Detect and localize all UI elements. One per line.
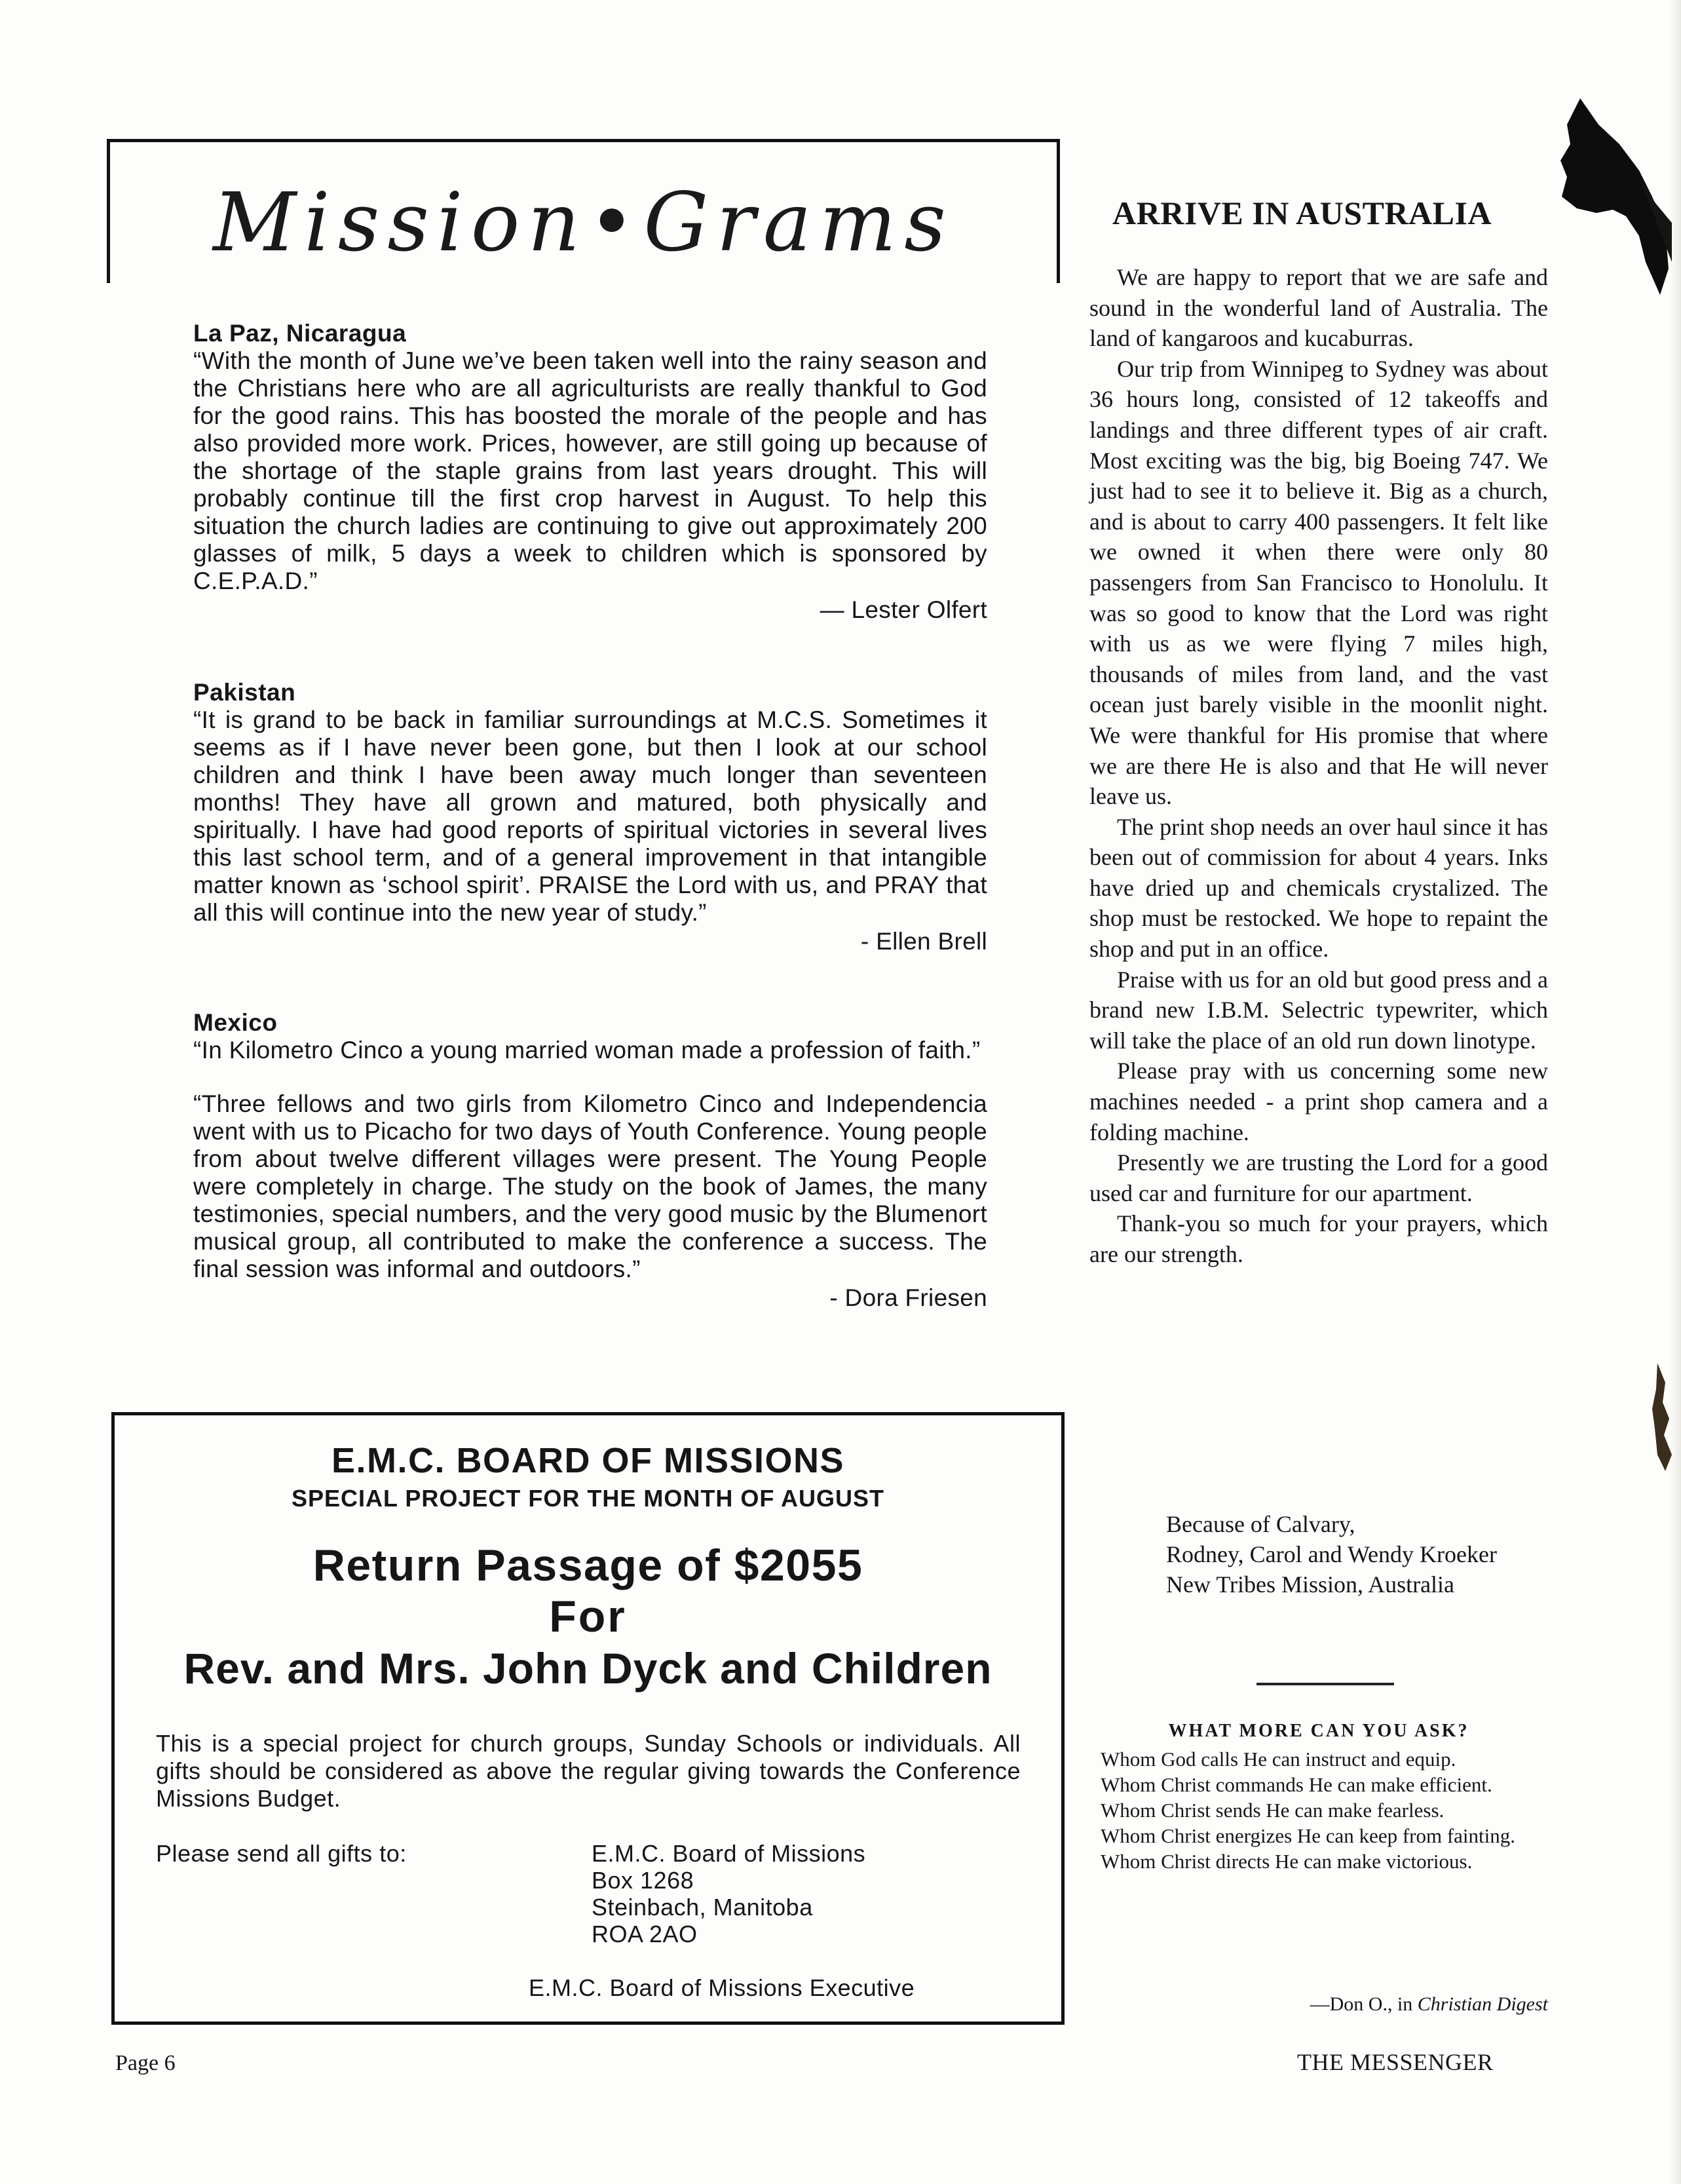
list-item: Whom Christ sends He can make fearless. [1101, 1799, 1445, 1822]
page-number: Page 6 [115, 2051, 176, 2075]
paper-edge [1669, 0, 1681, 2184]
section-heading: La Paz, Nicaragua [193, 320, 407, 347]
article-paragraph: We are happy to report that we are safe and sound in the wonderful land of Australia. The land of kangaroos and kucaburras. [1089, 264, 1548, 352]
section-signature: - Ellen Brell [860, 928, 987, 955]
list-item: Whom Christ directs He can make victorious. [1101, 1850, 1473, 1873]
article-paragraph: Presently we are trusting the Lord for a good used car and furniture for our apartment. [1089, 1149, 1548, 1206]
section-signature: — Lester Olfert [820, 596, 987, 623]
board-subtitle: SPECIAL PROJECT FOR THE MONTH OF AUGUST [291, 1485, 885, 1512]
section-heading: Pakistan [193, 679, 296, 706]
board-executive: E.M.C. Board of Missions Executive [529, 1974, 915, 2001]
section-body-2: “Three fellows and two girls from Kilometro Cinco and Independencia went with us to Picacho for two days of Youth Conference. Young people from about twelve different villages were present. The Young People were completely in charge. The study on the book of James, the many testimonies, special numbers, and the very good music by the Blumenort musical group, all contributed to make the conference a success. The final session was informal and outdoors.” [193, 1090, 987, 1282]
board-send-label: Please send all gifts to: [156, 1840, 407, 1867]
credit-prefix: —Don O., in [1310, 1993, 1418, 2015]
australia-title: ARRIVE IN AUSTRALIA [1112, 195, 1492, 231]
section-heading: Mexico [193, 1009, 278, 1036]
section-pakistan [193, 679, 987, 955]
article-paragraph: Please pray with us concerning some new machines needed - a print shop camera and a folding machine. [1089, 1058, 1548, 1145]
address-line: Box 1268 [592, 1867, 694, 1894]
paper-tear-mark [1541, 98, 1672, 295]
board-title: E.M.C. BOARD OF MISSIONS [331, 1441, 845, 1480]
signature-line: Because of Calvary, [1166, 1511, 1355, 1537]
article-paragraph: Thank-you so much for your prayers, which are our strength. [1089, 1210, 1548, 1267]
board-headline-2: For [549, 1592, 627, 1641]
section-mexico [193, 1009, 987, 1312]
address-line: ROA 2AO [592, 1921, 698, 1947]
section-signature: - Dora Friesen [829, 1284, 987, 1311]
paper-edge-mark [1638, 1356, 1681, 1474]
divider-rule [1256, 1683, 1394, 1685]
article-paragraph: The print shop needs an over haul since it has been out of commission for about 4 years. Inks have dried up and chemicals crystalized. The shop must be restocked. We hope to repaint the shop and put in an office. [1089, 813, 1548, 963]
australia-article [1089, 262, 1548, 1270]
article-paragraph: Our trip from Winnipeg to Sydney was about 36 hours long, consisted of 12 takeoffs and landings and three different types of air craft. Most exciting was the big, big Boeing 747. We just had to see it to believe it. Big as a church, and is about to carry 400 passengers. It felt like we owned it when there were only 80 passengers from San Francisco to Honolulu. It was so good to know that the Lord was right with us as we were flying 7 miles high, thousands of miles from land, and the vast ocean just barely visible in the moonlit night. We were thankful for His promise that where we are there He is also and that He will never leave us. [1089, 355, 1548, 810]
section-body: “With the month of June we’ve been taken well into the rainy season and the Christians here who are all agriculturists are really thankful to God for the good rains. This has boosted the morale of the people and has also provided more work. Prices, however, are still going up because of the shortage of the staple grains from last years drought. This will probably continue till the first crop harvest in August. To help this situation the church ladies are continuing to give out approximately 200 glasses of milk, 5 days a week to children which is sponsored by C.E.P.A.D.” [193, 347, 987, 594]
address-line: Steinbach, Manitoba [592, 1894, 813, 1921]
list-item: Whom Christ energizes He can keep from fainting. [1101, 1824, 1516, 1847]
list-item: Whom God calls He can instruct and equip. [1101, 1748, 1456, 1771]
signature-line: Rodney, Carol and Wendy Kroeker [1166, 1541, 1497, 1567]
what-more-title: WHAT MORE CAN YOU ASK? [1168, 1721, 1469, 1741]
address-line: E.M.C. Board of Missions [592, 1840, 866, 1867]
section-body: “In Kilometro Cinco a young married woman made a profession of faith.” [193, 1037, 981, 1063]
what-more-credit [1089, 1993, 1548, 2016]
section-body: “It is grand to be back in familiar surroundings at M.C.S. Sometimes it seems as if I have never been gone, but then I look at our school children and think I have been away much longer than seventeen months! They have all grown and matured, both physically and spiritually. I have had good reports of spiritual victories in several lives this last school term, and of a general improvement in that intangible matter known as ‘school spirit’. PRAISE the Lord with us, and PRAY that all this will continue into the new year of study.” [193, 706, 987, 926]
australia-signature [1166, 1509, 1533, 1600]
credit-source: Christian Digest [1417, 1993, 1548, 2015]
board-headline-3: Rev. and Mrs. John Dyck and Children [183, 1644, 992, 1693]
board-description: This is a special project for church groups, Sunday Schools or individuals. All gifts should be considered as above the regular giving towards the Conference Missions Budget. [156, 1730, 1021, 1812]
publication-name: THE MESSENGER [1297, 2049, 1494, 2075]
what-more-list [1101, 1748, 1546, 1876]
section-la-paz [193, 320, 987, 624]
mission-grams-title: Mission•Grams [213, 176, 954, 270]
board-address [592, 1840, 865, 1947]
board-headline-1: Return Passage of $2055 [312, 1541, 863, 1590]
signature-line: New Tribes Mission, Australia [1166, 1571, 1455, 1598]
article-paragraph: Praise with us for an old but good press and a brand new I.B.M. Selectric typewriter, which will take the place of an old run down linotype. [1089, 966, 1548, 1054]
list-item: Whom Christ commands He can make efficient. [1101, 1773, 1492, 1796]
